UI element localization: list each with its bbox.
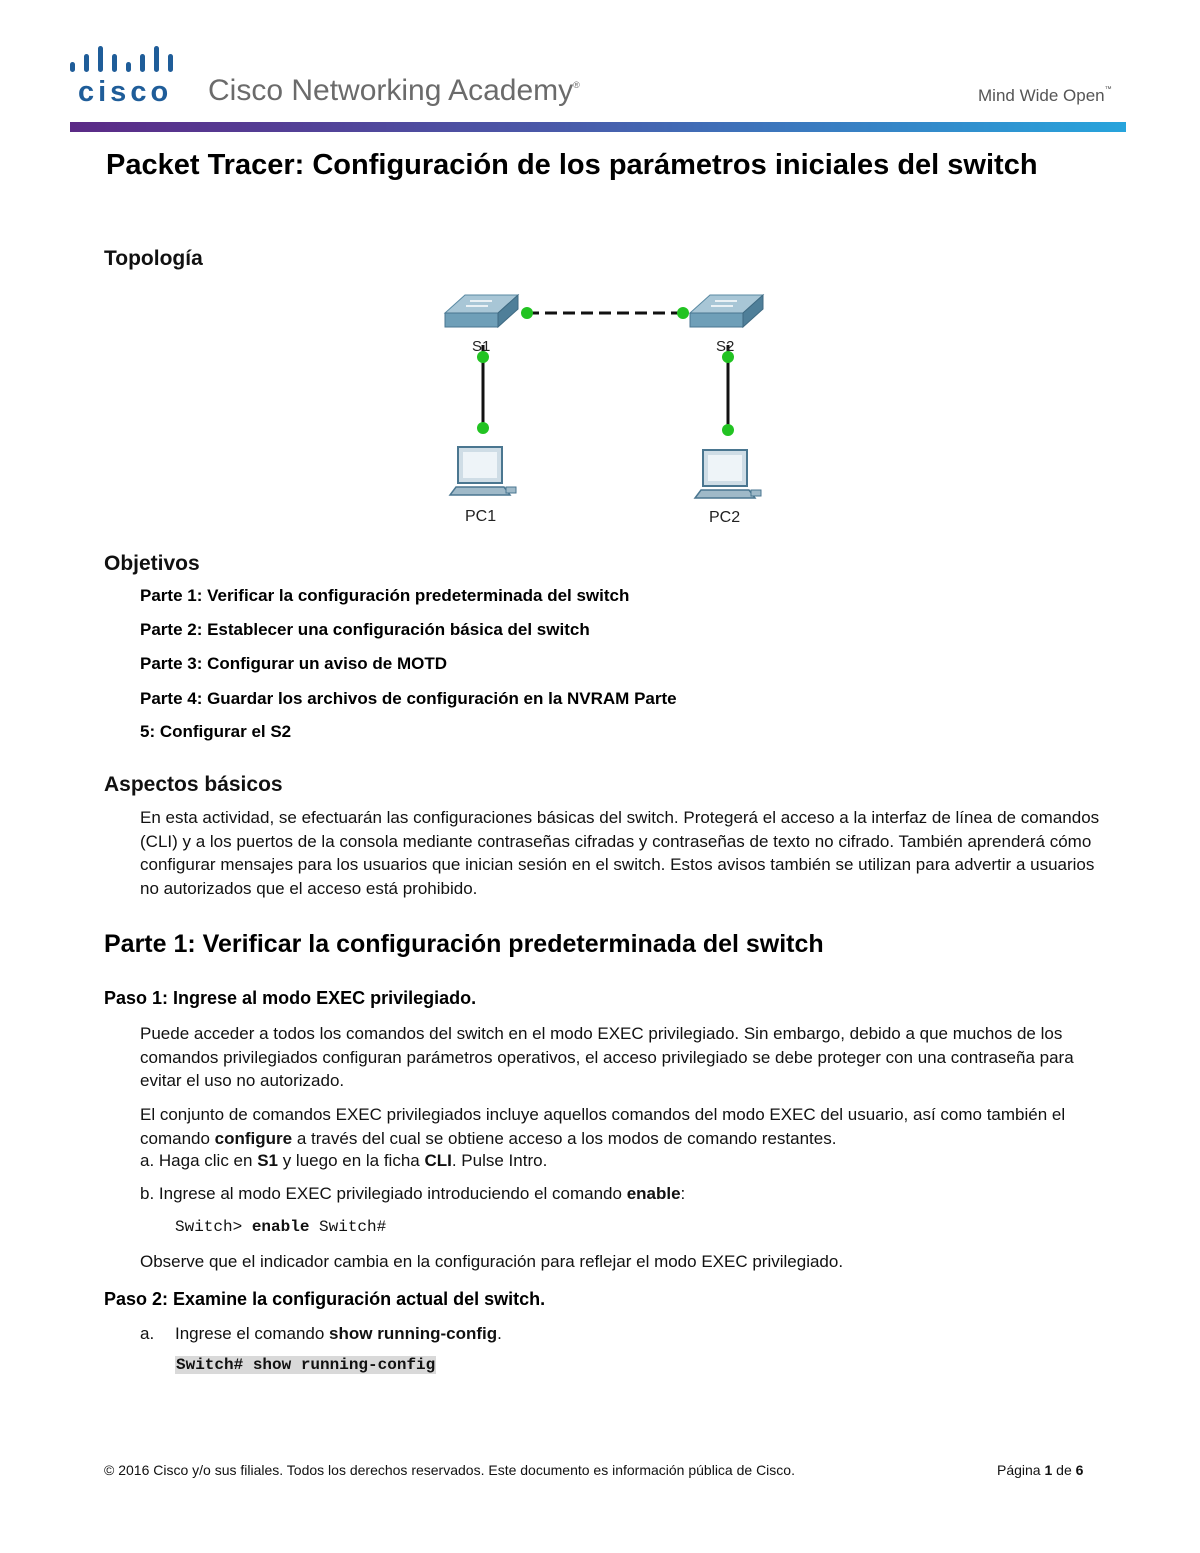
label-s2: S2 [716, 338, 735, 355]
show-run-code-line: Switch# show running-config [176, 1356, 436, 1374]
objectives-heading: Objetivos [104, 552, 200, 575]
label-pc1: PC1 [465, 508, 497, 525]
label-pc2: PC2 [709, 509, 741, 526]
switch-s2-icon [690, 295, 763, 327]
objective-item: Parte 1: Verificar la configuración predeterminada del switch [140, 586, 630, 605]
step1-paragraph-1: Puede acceder a todos los comandos del switch en el modo EXEC privilegiado. Sin embargo, debido a que muchos de los comandos privilegiados configuran parámetros operativos, el acceso privilegiado se debe proteger con una contraseña para evitar el uso no autorizado. [140, 1024, 1074, 1090]
pc2-icon [695, 450, 761, 498]
step2-item-label: a. [140, 1324, 155, 1343]
footer-copyright: © 2016 Cisco y/o sus filiales. Todos los derechos reservados. Este documento es información pública de Cisco. [104, 1462, 795, 1478]
switch-s1-icon [445, 295, 518, 327]
background-heading: Aspectos básicos [104, 773, 283, 796]
objective-item: Parte 3: Configurar un aviso de MOTD [140, 654, 447, 673]
footer-page-number: Página 1 de 6 [997, 1462, 1084, 1478]
step1-item-a: a. Haga clic en S1 y luego en la ficha CLI. Pulse Intro. [140, 1151, 548, 1170]
slogan: Mind Wide Open™ [978, 86, 1112, 105]
topology-diagram [430, 285, 780, 530]
header-gradient-bar [70, 122, 1126, 132]
objective-item: 5: Configurar el S2 [140, 722, 292, 741]
step1-note: Observe que el indicador cambia en la configuración para reflejar el modo EXEC privilegiado. [140, 1252, 844, 1271]
enable-code-line: Switch> enable Switch# [175, 1218, 387, 1236]
cisco-logo-bars-icon [68, 44, 180, 78]
academy-name: Cisco Networking Academy® [208, 74, 580, 107]
step2-item-a: Ingrese el comando show running-config. [175, 1324, 502, 1343]
step1-paragraph-2: El conjunto de comandos EXEC privilegiados incluye aquellos comandos del modo EXEC del usuario, así como también el comando configure a través del cual se obtiene acceso a los modos de comando restantes. [140, 1105, 1066, 1148]
document-title: Packet Tracer: Configuración de los parámetros iniciales del switch [106, 149, 1038, 181]
objective-item: Parte 4: Guardar los archivos de configuración en la NVRAM Parte [140, 689, 677, 708]
step1-item-b: b. Ingrese al modo EXEC privilegiado introduciendo el comando enable: [140, 1184, 686, 1203]
cisco-wordmark: cisco [78, 76, 173, 108]
topology-heading: Topología [104, 247, 203, 270]
background-paragraph: En esta actividad, se efectuarán las configuraciones básicas del switch. Protegerá el acceso a la interfaz de línea de comandos (CLI) y a los puertos de la consola mediante contraseñas cifradas y contraseñas de texto no cifrado. También aprenderá cómo configurar mensajes para los usuarios que inician sesión en el switch. Estos avisos también se utilizan para advertir a usuarios no autorizados que el acceso está prohibido. [140, 808, 1100, 898]
part1-heading: Parte 1: Verificar la configuración predeterminada del switch [104, 930, 824, 958]
pc1-icon [450, 447, 516, 495]
step1-heading: Paso 1: Ingrese al modo EXEC privilegiado. [104, 988, 477, 1008]
objective-item: Parte 2: Establecer una configuración básica del switch [140, 620, 590, 639]
label-s1: S1 [472, 338, 491, 355]
step2-heading: Paso 2: Examine la configuración actual del switch. [104, 1289, 546, 1309]
